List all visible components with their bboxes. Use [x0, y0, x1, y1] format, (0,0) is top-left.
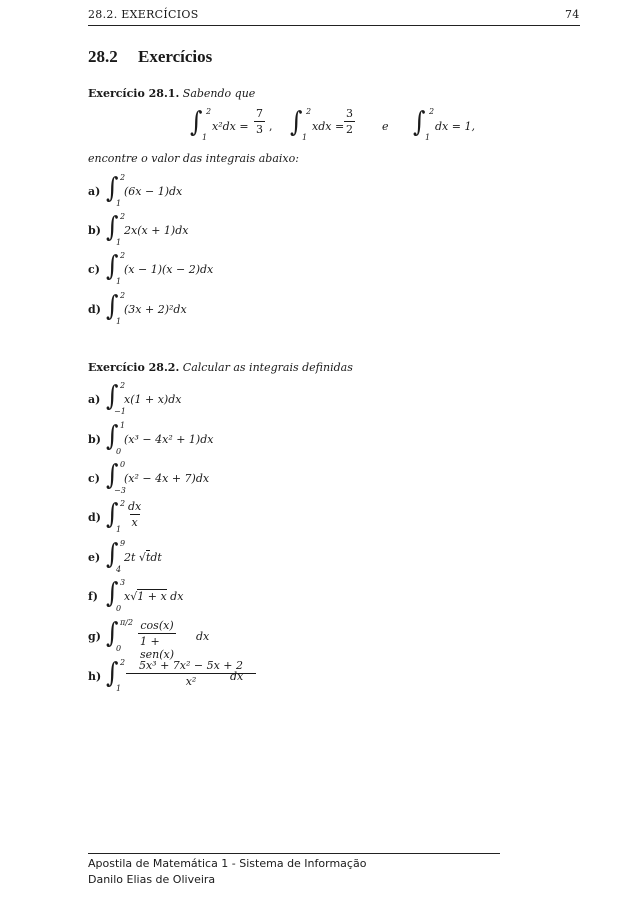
lower-limit: 1	[116, 277, 122, 286]
differential: dx	[196, 630, 210, 643]
page-number: 74	[565, 8, 580, 21]
numerator: 5x³ + 7x² − 5x + 2	[138, 659, 244, 672]
exercise-28-2-heading	[88, 361, 353, 374]
integrand	[124, 551, 162, 564]
footer-line-1: Apostila de Matemática 1 - Sistema de Informação	[88, 857, 367, 870]
integral-sign: ∫	[106, 419, 119, 453]
item-label: d)	[88, 303, 101, 316]
integrand: x(1 + x)dx	[124, 393, 182, 406]
exercise-intro: Sabendo que	[182, 87, 256, 100]
lower-limit: 1	[116, 684, 122, 693]
integrand: 2x(x + 1)dx	[124, 224, 189, 237]
integral-sign: ∫	[190, 105, 203, 139]
integrand: (x³ − 4x² + 1)dx	[124, 433, 214, 446]
upper-limit: 2	[306, 107, 312, 116]
integral-sign: ∫	[106, 171, 119, 205]
radicand: t	[145, 551, 151, 564]
footer-rule	[88, 853, 500, 854]
denominator: x²	[126, 673, 256, 688]
item-label: e)	[88, 551, 101, 564]
integral-sign: ∫	[106, 497, 119, 531]
lower-limit: −3	[114, 486, 126, 495]
upper-limit: 2	[120, 381, 126, 390]
integrand: (3x + 2)²dx	[124, 303, 187, 316]
upper-limit: 2	[120, 658, 126, 667]
upper-limit: 3	[120, 578, 126, 587]
upper-limit: 2	[206, 107, 212, 116]
integral-sign: ∫	[106, 249, 119, 283]
integrand: x²dx =	[212, 120, 249, 133]
coefficient: x	[124, 590, 131, 603]
item-label: b)	[88, 224, 101, 237]
lower-limit: 1	[116, 199, 122, 208]
integrand: (6x − 1)dx	[124, 185, 183, 198]
footer-line-2: Danilo Elias de Oliveira	[88, 873, 216, 886]
upper-limit: 2	[120, 499, 126, 508]
radicand: 1 + x	[137, 590, 167, 603]
coefficient: 2t	[124, 551, 136, 564]
item-label: g)	[88, 630, 101, 643]
differential: dx	[170, 590, 184, 603]
item-label: h)	[88, 670, 102, 683]
lower-limit: 0	[116, 644, 122, 653]
numerator: dx	[128, 500, 142, 513]
numerator: 3	[346, 107, 353, 120]
item-label: b)	[88, 433, 101, 446]
item-label: d)	[88, 511, 101, 524]
lower-limit: 1	[425, 133, 431, 142]
fraction	[126, 500, 143, 529]
lower-limit: 1	[302, 133, 308, 142]
integral-sign: ∫	[106, 458, 119, 492]
integral-sign: ∫	[413, 105, 426, 139]
lower-limit: 0	[116, 447, 122, 456]
lower-limit: 1	[116, 317, 122, 326]
integrand: dx = 1,	[435, 120, 475, 133]
conjunction-e: e	[382, 120, 389, 133]
section-number: 28.2	[88, 47, 118, 66]
integrand: (x² − 4x + 7)dx	[124, 472, 210, 485]
exercise-intro: Calcular as integrais definidas	[182, 361, 353, 374]
upper-limit: 2	[120, 173, 126, 182]
upper-limit: 2	[120, 251, 126, 260]
lower-limit: 1	[116, 238, 122, 247]
upper-limit: π/2	[120, 618, 134, 627]
exercise-instruction: encontre o valor das integrais abaixo:	[88, 152, 299, 165]
denominator: 2	[346, 123, 353, 136]
differential: dx	[230, 670, 244, 683]
integrand: xdx =	[312, 120, 345, 133]
item-label: a)	[88, 393, 101, 406]
integrand	[124, 590, 183, 603]
upper-limit: 1	[120, 421, 126, 430]
integrand: (x − 1)(x − 2)dx	[124, 263, 214, 276]
fraction	[344, 107, 355, 136]
comma: ,	[269, 120, 273, 133]
upper-limit: 0	[120, 460, 126, 469]
item-label: f)	[88, 590, 98, 603]
fraction	[138, 619, 176, 661]
lower-limit: 0	[116, 604, 122, 613]
integral-sign: ∫	[106, 576, 119, 610]
sqrt-sign: √	[138, 551, 146, 564]
integral-sign: ∫	[106, 616, 119, 650]
integral-sign: ∫	[106, 289, 119, 323]
lower-limit: 1	[202, 133, 208, 142]
sqrt-sign: √	[130, 590, 138, 603]
running-header-section: 28.2. EXERCÍCIOS	[88, 8, 199, 21]
lower-limit: 4	[116, 565, 122, 574]
differential: dt	[150, 551, 162, 564]
fraction	[254, 107, 265, 136]
upper-limit: 2	[120, 212, 126, 221]
exercise-label: Exercício 28.1.	[88, 87, 180, 100]
section-title: Exercícios	[138, 47, 213, 66]
lower-limit: 1	[116, 525, 122, 534]
lower-limit: −1	[114, 407, 126, 416]
denominator: x	[131, 516, 138, 529]
exercise-28-1-heading	[88, 87, 255, 100]
upper-limit: 9	[120, 539, 126, 548]
item-label: c)	[88, 263, 100, 276]
denominator: 1 + sen(x)	[140, 635, 175, 661]
integral-sign: ∫	[106, 656, 119, 690]
exercise-label: Exercício 28.2.	[88, 361, 180, 374]
item-label: c)	[88, 472, 100, 485]
upper-limit: 2	[429, 107, 435, 116]
denominator: 3	[256, 123, 263, 136]
numerator: 7	[256, 107, 263, 120]
integral-sign: ∫	[106, 210, 119, 244]
numerator: cos(x)	[140, 619, 174, 632]
header-rule	[88, 25, 580, 26]
upper-limit: 2	[120, 291, 126, 300]
integral-sign: ∫	[106, 537, 119, 571]
integral-sign: ∫	[106, 379, 119, 413]
integral-sign: ∫	[290, 105, 303, 139]
item-label: a)	[88, 185, 101, 198]
